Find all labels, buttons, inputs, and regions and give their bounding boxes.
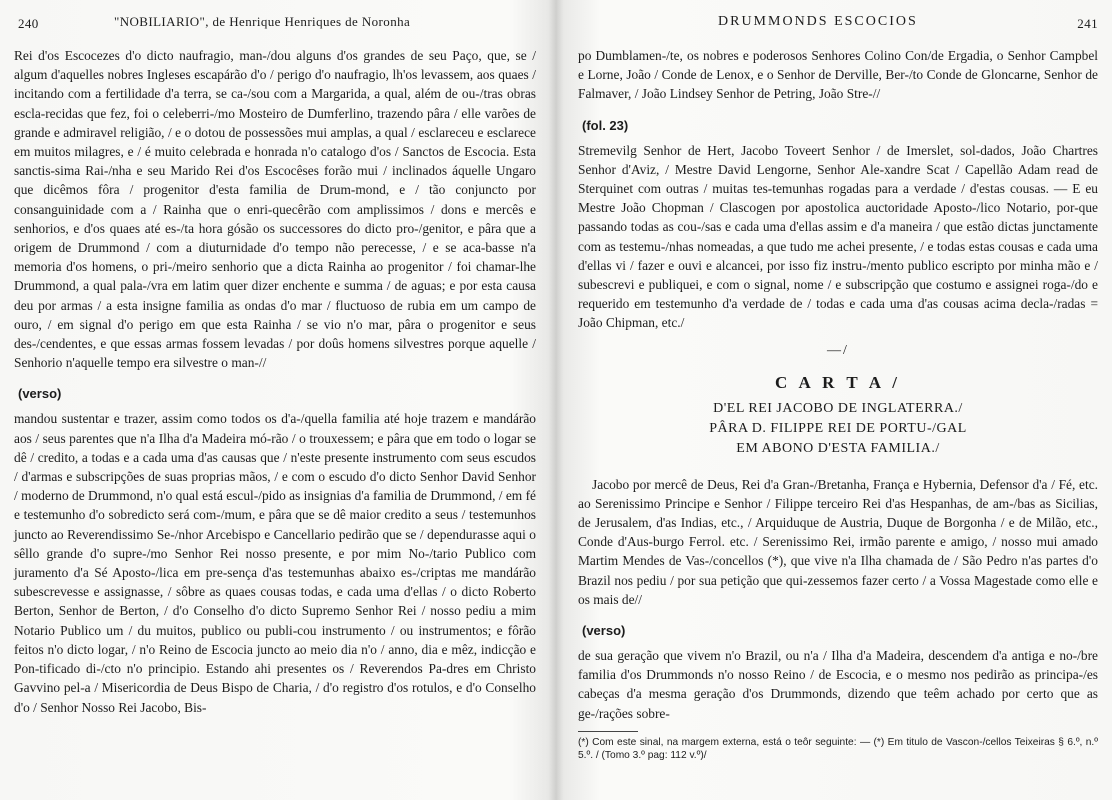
- carta-subtitle-block: [578, 399, 1098, 459]
- right-section-fol: (fol. 23): [582, 117, 629, 133]
- right-running-title: DRUMMONDS ESCOCIOS: [718, 14, 918, 29]
- right-paragraph-4: de sua geração que vivem n'o Brazil, ou n'a / Ilha d'a Madeira, descendem d'a antiga e no-/bre familia d'os Drummonds n'o nosso Reino / de Escocia, e o mesmo nos pedirão as principa-/es cabeças d'a mesma geração d'os Drummonds, dizendo que teêm achado por certo que as ge-/rações sobre-: [578, 648, 1098, 721]
- left-running-title: "NOBILIARIO", de Henrique Henriques de Noronha: [114, 14, 411, 29]
- section-divider: —/: [827, 342, 849, 358]
- left-paragraph-1: Rei d'os Escocezes d'o dicto naufragio, man-/dou alguns d'os grandes de seu Paço, que, se / algum d'aquelles nobres Ingleses escapárão d'o / perigo d'o naufragio, lh'os levassem, aos quaes / incitando com a fertilidade d'a terra, se ca-/sou com a Margarida, a qual, além de ou-/tras obras escla-recidas que fez, foi o celeberri-/mo Mosteiro de Dumferlino, trazendo pâra / elle varões de grande e admiravel religião, / e o dotou de possessões mui amplas, a qual / esclareceu e esclarece em muitos milagres, e / é muito celebrada e honrada n'o catalogo d'os / Sanctos de Escocia. Esta sanctis-sima Rai-/nha e seu Marido Rei d'os Escocêses forão mui / inclinados áquelle Ungaro que dicêmos fôra / progenitor d'esta familia de Drum-mond, e / tão conjuncto por consanguinidade com a / Rainha que o enri-quecêrão com amplissimos / dons e mercês e senhorios, e d'os quaes até es-/ta hora gósão os successores do dicto pro-/genitor, e pâra que a origem de Drummond / com a diuturnidade d'o tempo não perecesse, / e se aca-basse n'a memoria d'os homens, o pri-/meiro senhorio que a dicta Rainha ao progenitor / foi chamar-lhe Drummond, a qual pala-/vra em latim quer dizer enchente e summa / de aguas; e por esta causa deu por armas / a esta insigne familia as ondas d'o mar / fluctuoso de rubia em um campo de ouro, / em signal d'o perigo em que esta Rainha / se vio n'o mar, pâra o progenitor e seus des-/cendentes, e que essas armas fossem levadas / por doûs homens silvestres porque aquelle / Senhorio n'aquelle tempo era silvestre o man-//: [14, 48, 536, 371]
- right-page: [556, 0, 1112, 800]
- left-paragraph-2: mandou sustentar e trazer, assim como todos os d'a-/quella familia até hoje trazem e mandárão aos / seus parentes que n'a Ilha d'a Madeira mó-rão / o trouxessem; e pâra que em todo o logar se dê / credito, a todas e a cada uma d'as causas que / n'este presente instrumento com seus escudos / d'armas e subscripções de suas proprias mãos, / e com o escudo d'o dicto Senhor David Senhor / moderno de Drummond, n'o qual está escul-/pido as insignias d'a familia de Drummond, / em fé e testemunho d'o sobredicto será com-/mum, e pâra que se dê maior credito a seus / testemunhos juncto ao Reverendissimo Se-/nhor Arcebispo e Cancellario pedirão que se / dependurasse aqui o sêllo grande d'o supre-/mo Senhor Rei nosso presente, e por mim No-/tario Publico com juramento d'a Sé Aposto-/lica em pre-sença d'as testemunhas abaixo es-/criptas me mandárão subescrevesse e assignasse, / sôbre as quaes cousas todas, e cada uma d'ellas / o dicto Roberto Berton, Senhor de Berton, / d'o Conselho d'o dicto Supremo Senhor Rei / nosso pediu a mim Notario Publico um / du muitos, publico ou publi-cou instrumento / ou instrumentos; e fôrão feitos n'o dicto logar, / n'o Reino de Escocia juncto ao meio dia n'o / anno, dia e mêz, indicção e Pon-tificado di-/cto n'o principio. Estando ahi presentes os / Reverendos Pa-dres em Christo Gavvino pel-a / Misericordia de Deus Bispo de Charia, / d'o registro d'os rotulos, e d'o Conselho d'o / Senhor Nosso Rei Jacobo, Bis-: [14, 411, 536, 715]
- left-page-number: 240: [18, 16, 39, 31]
- right-running-head: [578, 6, 1098, 46]
- carta-subtitle-line-3: EM ABONO D'ESTA FAMILIA./: [736, 440, 940, 456]
- carta-title: C A R T A /: [774, 372, 902, 392]
- right-paragraph-3: Jacobo por mercê de Deus, Rei d'a Gran-/Bretanha, França e Hybernia, Defensor d'a / Fé, etc. ao Serenissimo Principe e Senhor / Filippe terceiro Rei d'as Hespanhas, de am-/bas as Sicilias, de Jerusalem, d'as Indias, etc., / Arquiduque de Austria, Duque de Borgonha / e de Milão, etc., Conde d'Aus-burgo Ferrol. etc. / Serenissimo Rei, irmão parente e amigo, / nosso mui amado Martim Mendes de Vas-/concellos (*), que vive n'a Ilha chamada de / São Pedro n'as partes d'o Brazil nos pediu / por sua petição que qui-zessemos fazer certo / a Vossa Magestade como elle e os mais de//: [578, 476, 1098, 607]
- left-running-head: [14, 6, 536, 46]
- right-paragraph-1: po Dumblamen-/te, os nobres e poderosos Senhores Colino Con/de Ergadia, o Senhor Campbel e Lorne, João / Conde de Lenox, e o Senhor de Derville, Ber-/to Conde de Gloncarne, Senhor de Falmaver, / João Lindsey Senhor de Petring, João Stre-//: [578, 48, 1098, 102]
- carta-subtitle-line-1: D'EL REI JACOBO DE INGLATERRA./: [713, 400, 963, 416]
- right-paragraph-2: Stremevilg Senhor de Hert, Jacobo Toveert Senhor / de Imerslet, sol-dados, João Chartres Senhor d'Aviz, / Mestre David Lengorne, Senhor Ale-xandre Scat / Capellão Adam read de Sterquinet com outras / muitas tes-temunhas rogadas para a verdade / d'estas cousas. — E eu Mestre João Chopman / Clascogen por apostolica auctoridade Aposto-/lico Notario, por-que passando todas as cou-/sas e cada uma d'ellas assim e d'a maneira / que estão dictas junctamente com as testemu-/nhas nomeadas, a que tudo me achei presente, / e todas estas cousas e cada uma d'ellas vi / fazer e ouvi e alcancei, por isso fiz instru-/mento publico escripto por minha mão e / subescrevi e publiquei, e com o signal, nome / e subscripção que costumo e assignei roga-/do e requerido em testemunho d'a verdade de / todas e cada uma d'as cousas acima decla-/radas = João Chipman, etc./: [578, 142, 1098, 331]
- footnote-rule: [578, 731, 638, 732]
- left-section-verso: (verso): [18, 386, 62, 402]
- footnote: (*) Com este sinal, na margem externa, está o teôr seguinte: — (*) Em titulo de Vascon-/cellos Teixeiras § 6.º, n.º 5.º. / (Tomo 3.º pag: 112 v.º)/: [578, 736, 1098, 761]
- right-section-verso: (verso): [582, 623, 626, 639]
- right-page-number: 241: [1077, 16, 1098, 31]
- carta-subtitle-line-2: PÂRA D. FILIPPE REI DE PORTU-/GAL: [709, 420, 967, 436]
